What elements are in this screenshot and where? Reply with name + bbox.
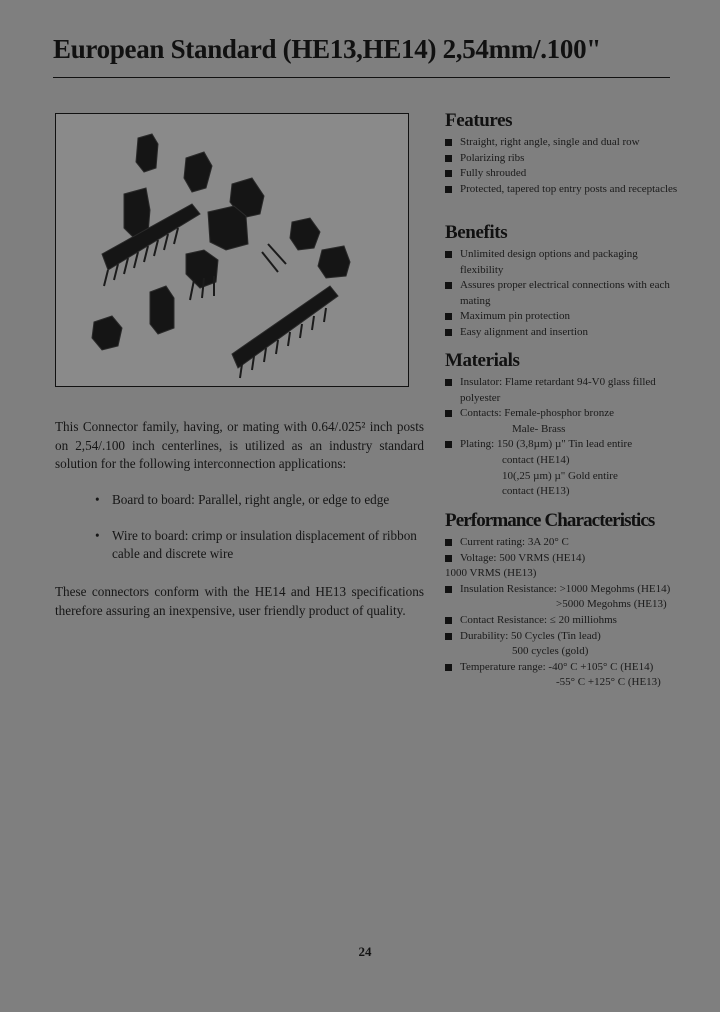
square-bullet-icon: [445, 539, 452, 546]
title-rule: [53, 77, 670, 78]
section-heading: Benefits: [445, 222, 508, 243]
list-item: Contacts: Female-phosphor bronze Male- Brass: [445, 406, 680, 437]
square-bullet-icon: [445, 155, 452, 162]
list-item: Temperature range: -40° C +105° C (HE14) -55° C +125° C (HE13): [445, 660, 680, 691]
list-item: Voltage: 500 VRMS (HE14) 1000 VRMS (HE13): [445, 551, 586, 580]
materials-section: [445, 350, 680, 500]
list-item: Insulator: Flame retardant 94-V0 glass filled polyester: [445, 375, 680, 406]
connector-photo: [55, 113, 409, 387]
square-bullet-icon: [445, 170, 452, 177]
list-item: Plating: 150 (3,8µm) µ" Tin lead entire contact (HE14) 10(,25 µm) µ" Gold entire contact (HE13): [445, 437, 680, 499]
intro-paragraph: This Connector family, having, or mating with 0.64/.025² inch posts on 2,54/.100 inch centerlines, is utilized as an industry standard solution for the following interconnection applications:: [55, 419, 424, 471]
square-bullet-icon: [445, 379, 452, 386]
benefits-section: [445, 222, 680, 341]
page-number: 24: [358, 944, 372, 959]
square-bullet-icon: [445, 586, 452, 593]
list-item: Easy alignment and insertion: [445, 325, 680, 341]
section-heading: Materials: [445, 350, 520, 371]
list-item: Current rating: 3A 20° C: [445, 535, 680, 551]
square-bullet-icon: [445, 251, 452, 258]
application-list: [95, 491, 425, 581]
square-bullet-icon: [445, 617, 452, 624]
square-bullet-icon: [445, 441, 452, 448]
page-title: European Standard (HE13,HE14) 2,54mm/.100": [53, 34, 601, 64]
square-bullet-icon: [445, 329, 452, 336]
square-bullet-icon: [445, 313, 452, 320]
list-item: Straight, right angle, single and dual row: [445, 135, 680, 151]
bullet-icon: •: [95, 492, 100, 507]
bullet-icon: •: [95, 527, 100, 543]
list-item: Assures proper electrical connections with each mating: [445, 278, 680, 309]
list-item: Contact Resistance: ≤ 20 milliohms: [445, 613, 680, 629]
section-heading: Features: [445, 110, 513, 131]
connector-assortment-photo: [56, 114, 407, 385]
list-item: • Board to board: Parallel, right angle, or edge to edge: [95, 491, 425, 510]
square-bullet-icon: [445, 186, 452, 193]
list-item: Protected, tapered top entry posts and receptacles: [445, 182, 680, 198]
list-item: • Wire to board: crimp or insulation displacement of ribbon cable and discrete wire: [95, 527, 417, 561]
square-bullet-icon: [445, 555, 452, 562]
conformance-paragraph: These connectors conform with the HE14 and HE13 specifications therefore assuring an inexpensive, user friendly product of quality.: [55, 584, 424, 618]
square-bullet-icon: [445, 282, 452, 289]
list-item: Maximum pin protection: [445, 309, 680, 325]
list-item: Unlimited design options and packaging flexibility: [445, 247, 680, 278]
list-item: Fully shrouded: [445, 166, 680, 182]
list-item: Durability: 50 Cycles (Tin lead) 500 cycles (gold): [445, 629, 680, 660]
list-item: Insulation Resistance: >1000 Megohms (HE14) >5000 Megohms (HE13): [445, 582, 680, 613]
section-heading: Performance Characteristics: [445, 510, 655, 531]
list-item: Polarizing ribs: [445, 151, 680, 167]
square-bullet-icon: [445, 139, 452, 146]
square-bullet-icon: [445, 410, 452, 417]
square-bullet-icon: [445, 664, 452, 671]
performance-section: [445, 510, 680, 691]
features-section: [445, 110, 680, 197]
square-bullet-icon: [445, 633, 452, 640]
